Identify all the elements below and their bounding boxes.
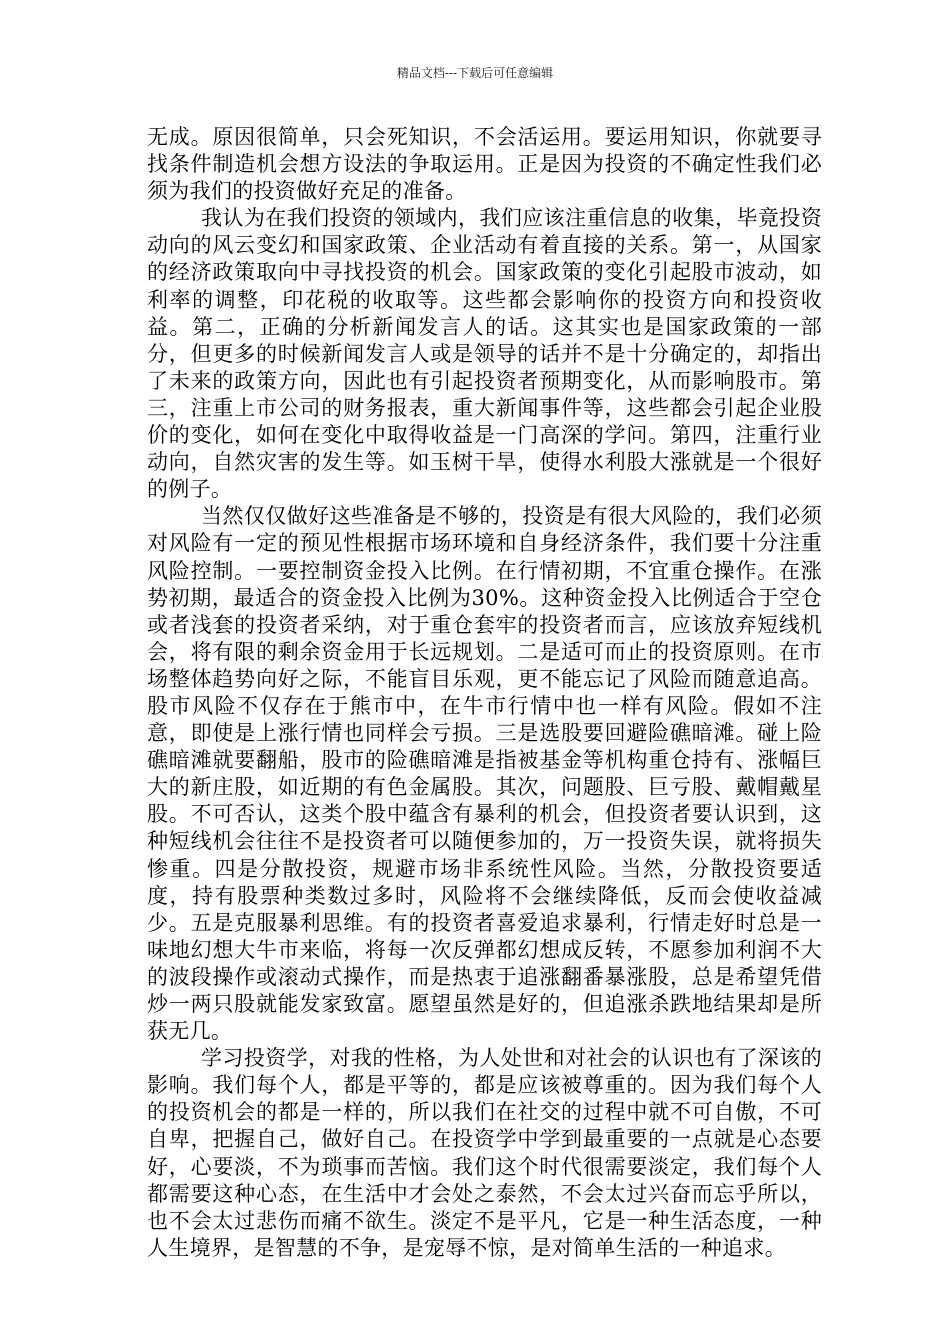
document-body	[147, 124, 822, 1262]
paragraph-2: 我认为在我们投资的领域内，我们应该注重信息的收集，毕竟投资动向的风云变幻和国家政策、企业活动有着直接的关系。第一，从国家的经济政策取向中寻找投资的机会。国家政策的变化引起股市波动，如利率的调整，印花税的收取等。这些都会影响你的投资方向和投资收益。第二，正确的分析新闻发言人的话。这其实也是国家政策的一部分，但更多的时候新闻发言人或是领导的话并不是十分确定的，却指出了未来的政策方向，因此也有引起投资者预期变化，从而影响股市。第三，注重上市公司的财务报表，重大新闻事件等，这些都会引起企业股价的变化，如何在变化中取得收益是一门高深的学问。第四，注重行业动向，自然灾害的发生等。如玉树干旱，使得水利股大涨就是一个很好的例子。	[147, 206, 822, 502]
paragraph-1: 无成。原因很简单，只会死知识，不会活运用。要运用知识，你就要寻找条件制造机会想方设法的争取运用。正是因为投资的不确定性我们必须为我们的投资做好充足的准备。	[147, 125, 822, 204]
paragraph-3: 当然仅仅做好这些准备是不够的，投资是有很大风险的，我们必须对风险有一定的预见性根据市场环境和自身经济条件，我们要十分注重风险控制。一要控制资金投入比例。在行情初期，不宜重仓操作。在涨势初期，最适合的资金投入比例为30%。这种资金投入比例适合于空仓或者浅套的投资者采纳，对于重仓套牢的投资者而言，应该放弃短线机会，将有限的剩余资金用于长远规划。二是适可而止的投资原则。在市场整体趋势向好之际，不能盲目乐观，更不能忘记了风险而随意追高。股市风险不仅存在于熊市中，在牛市行情中也一样有风险。假如不注意，即使是上涨行情也同样会亏损。三是选股要回避险礁暗滩。碰上险礁暗滩就要翻船，股市的险礁暗滩是指被基金等机构重仓持有、涨幅巨大的新庄股，如近期的有色金属股。其次，问题股、巨亏股、戴帽戴星股。不可否认，这类个股中蕴含有暴利的机会，但投资者要认识到，这种短线机会往往不是投资者可以随便参加的，万一投资失误，就将损失惨重。四是分散投资，规避市场非系统性风险。当然，分散投资要适度，持有股票种类数过多时，风险将不会继续降低，反而会使收益减少。五是克服暴利思维。有的投资者喜爱追求暴利，行情走好时总是一味地幻想大牛市来临，将每一次反弹都幻想成反转，不愿参加利润不大的波段操作或滚动式操作，而是热衷于追涨翻番暴涨股，总是希望凭借炒一两只股就能发家致富。愿望虽然是好的，但追涨杀跌地结果却是所获无几。	[147, 504, 822, 1044]
paragraph-4: 学习投资学，对我的性格，为人处世和对社会的认识也有了深该的影响。我们每个人，都是平等的，都是应该被尊重的。因为我们每个人的投资机会的都是一样的，所以我们在社交的过程中就不可自傲，不可自卑，把握自己，做好自己。在投资学中学到最重要的一点就是心态要好，心要淡，不为琐事而苦恼。我们这个时代很需要淡定，我们每个人都需要这种心态，在生活中才会处之泰然，不会太过兴奋而忘乎所以，也不会太过悲伤而痛不欲生。淡定不是平凡，它是一种生活态度，一种人生境界，是智慧的不争，是宠辱不惊，是对简单生活的一种追求。	[147, 1046, 822, 1260]
page-header: 精品文档---下载后可任意编辑	[396, 66, 554, 80]
